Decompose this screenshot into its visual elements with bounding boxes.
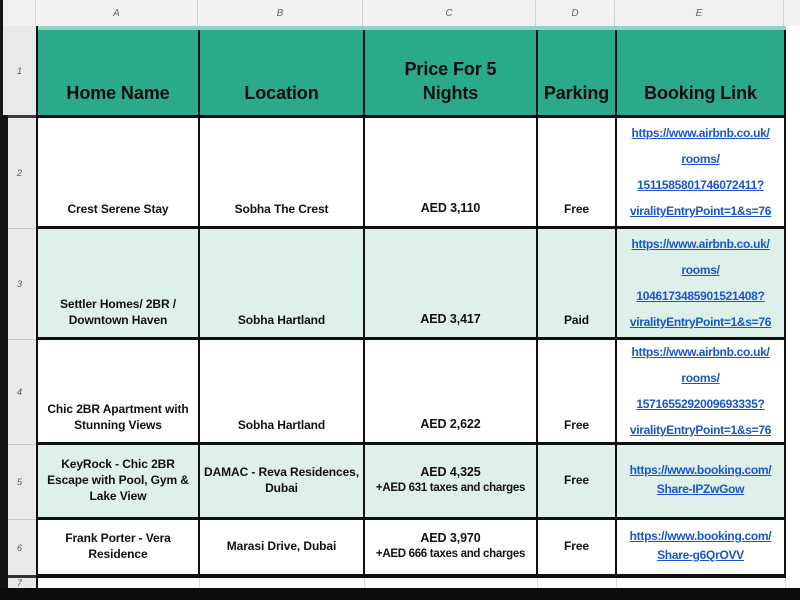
- price: AED 3,110: [420, 201, 481, 216]
- bottom-bar: [0, 588, 800, 600]
- cell-D6[interactable]: [538, 520, 617, 574]
- cell-C4[interactable]: [365, 340, 538, 442]
- table-row: [38, 520, 786, 578]
- booking-link[interactable]: https://www.airbnb.co.uk/ rooms/ 1511585801746072411? viralityEntryPoint=1&s=76: [629, 126, 772, 218]
- price: AED 2,622: [420, 417, 481, 432]
- home-name: Crest Serene Stay: [67, 201, 169, 216]
- cell-E6[interactable]: [617, 520, 786, 574]
- price: AED 3,417: [420, 312, 481, 327]
- left-window-edge-wide: [0, 115, 8, 600]
- cell-B3[interactable]: [200, 229, 365, 337]
- cell-A6[interactable]: [38, 520, 200, 574]
- row-header-4[interactable]: 4: [3, 340, 36, 445]
- cell-A2[interactable]: [38, 118, 200, 226]
- table-row: [38, 118, 786, 229]
- cell-D4[interactable]: [538, 340, 617, 442]
- location: Sobha Hartland: [237, 312, 326, 327]
- cell-B7[interactable]: [200, 578, 365, 588]
- price-taxes-note: +AED 631 taxes and charges: [375, 481, 526, 494]
- cell-D2[interactable]: [538, 118, 617, 226]
- column-header-A[interactable]: A: [36, 0, 198, 26]
- cell-A5[interactable]: [38, 445, 200, 517]
- row-header-3[interactable]: 3: [3, 229, 36, 340]
- price: AED 4,325: [420, 464, 481, 479]
- cell-E3[interactable]: [617, 229, 786, 337]
- location: Marasi Drive, Dubai: [226, 538, 337, 553]
- header-price-line2: Nights: [422, 82, 479, 103]
- cell-A7[interactable]: [38, 578, 200, 588]
- price: AED 3,970: [420, 530, 481, 545]
- location: Sobha The Crest: [234, 201, 329, 216]
- row-header-6[interactable]: 6: [3, 520, 36, 578]
- row-header-1[interactable]: 1: [3, 26, 36, 118]
- cell-E2[interactable]: [617, 118, 786, 226]
- table-header-row: [38, 26, 786, 118]
- booking-link[interactable]: https://www.airbnb.co.uk/ rooms/ 1571655292009693335? viralityEntryPoint=1&s=76: [629, 345, 772, 437]
- cell-B1[interactable]: [200, 30, 365, 115]
- location: Sobha Hartland: [237, 417, 326, 432]
- parking-value: Paid: [564, 312, 589, 327]
- booking-link[interactable]: https://www.booking.com/ Share-IPZwGow: [629, 463, 772, 496]
- parking-value: Free: [564, 201, 589, 216]
- cell-A1[interactable]: [38, 30, 200, 115]
- booking-link[interactable]: https://www.booking.com/ Share-g6QrOVV: [629, 529, 772, 562]
- cell-B2[interactable]: [200, 118, 365, 226]
- row-header-5[interactable]: 5: [3, 445, 36, 520]
- header-price-line1: Price For 5: [404, 59, 497, 80]
- header-parking: Parking: [543, 82, 610, 103]
- cell-E7[interactable]: [617, 578, 786, 588]
- column-header-C[interactable]: C: [363, 0, 536, 26]
- parking-value: Free: [564, 417, 589, 432]
- cell-B4[interactable]: [200, 340, 365, 442]
- column-header-D[interactable]: D: [536, 0, 615, 26]
- cell-B5[interactable]: [200, 445, 365, 517]
- booking-link[interactable]: https://www.airbnb.co.uk/ rooms/ 1046173485901521408? viralityEntryPoint=1&s=76: [629, 237, 772, 329]
- cell-A4[interactable]: [38, 340, 200, 442]
- listings-table: [36, 26, 786, 588]
- table-row: [38, 445, 786, 520]
- header-booking-link: Booking Link: [644, 82, 757, 103]
- table-row: [38, 340, 786, 445]
- row-header-2[interactable]: 2: [3, 118, 36, 229]
- column-letters-bar: [3, 0, 800, 26]
- cell-D3[interactable]: [538, 229, 617, 337]
- home-name: Settler Homes/ 2BR / Downtown Haven: [59, 296, 177, 327]
- location: DAMAC - Reva Residences, Dubai: [204, 464, 359, 495]
- row-header-7[interactable]: 7: [16, 578, 22, 588]
- cell-C1[interactable]: [365, 30, 538, 115]
- cell-C5[interactable]: [365, 445, 538, 517]
- cell-C3[interactable]: [365, 229, 538, 337]
- table-row: [38, 229, 786, 340]
- column-header-B[interactable]: B: [198, 0, 363, 26]
- cell-C7[interactable]: [365, 578, 538, 588]
- cell-E5[interactable]: [617, 445, 786, 517]
- cell-D7[interactable]: [538, 578, 617, 588]
- cell-D1[interactable]: [538, 30, 617, 115]
- cell-C2[interactable]: [365, 118, 538, 226]
- cell-E4[interactable]: [617, 340, 786, 442]
- cell-B6[interactable]: [200, 520, 365, 574]
- column-header-E[interactable]: E: [615, 0, 784, 26]
- home-name: KeyRock - Chic 2BR Escape with Pool, Gym & Lake View: [47, 456, 189, 504]
- home-name: Chic 2BR Apartment with Stunning Views: [47, 401, 189, 432]
- cell-C6[interactable]: [365, 520, 538, 574]
- cell-D5[interactable]: [538, 445, 617, 517]
- header-location: Location: [244, 82, 319, 103]
- parking-value: Free: [564, 538, 589, 553]
- price-taxes-note: +AED 666 taxes and charges: [375, 547, 526, 560]
- table-row-empty: [38, 578, 786, 588]
- parking-value: Free: [564, 472, 589, 487]
- cell-E1[interactable]: [617, 30, 786, 115]
- cell-A3[interactable]: [38, 229, 200, 337]
- select-all-corner[interactable]: [3, 0, 36, 26]
- column-header-F-partial[interactable]: [784, 0, 800, 26]
- header-home-name: Home Name: [66, 82, 170, 103]
- home-name: Frank Porter - Vera Residence: [65, 530, 171, 561]
